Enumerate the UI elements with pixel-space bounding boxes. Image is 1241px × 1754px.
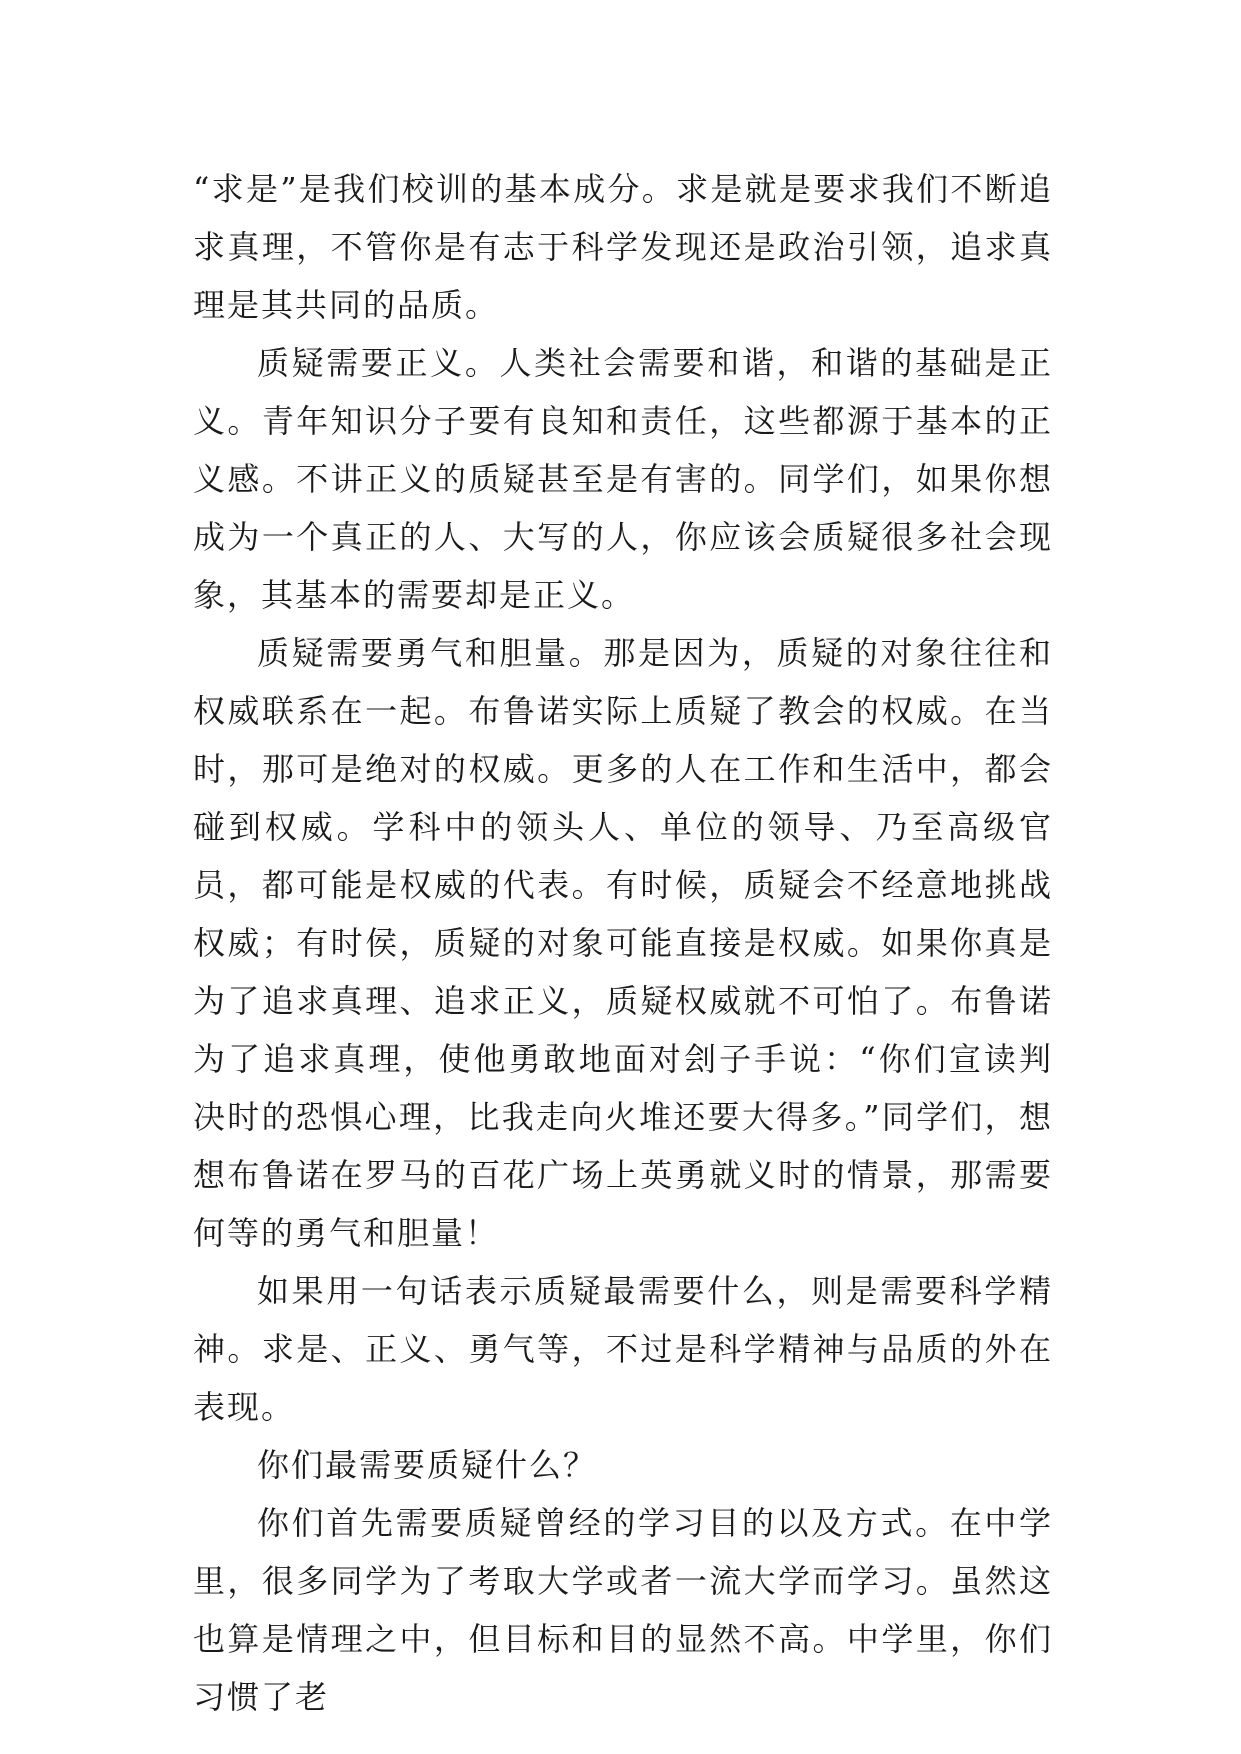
- paragraph-qiushi: “求是”是我们校训的基本成分。求是就是要求我们不断追求真理，不管你是有志于科学发现还是政治引领，追求真理是其共同的品质。: [193, 170, 1053, 324]
- paragraph-study-purpose: 你们首先需要质疑曾经的学习目的以及方式。在中学里，很多同学为了考取大学或者一流大学而学习。虽然这也算是情理之中，但目标和目的显然不高。中学里，你们习惯了老: [193, 1504, 1053, 1716]
- paragraph-question: 你们最需要质疑什么？: [257, 1446, 598, 1484]
- document-body: [193, 160, 1053, 1726]
- paragraph-justice: 质疑需要正义。人类社会需要和谐，和谐的基础是正义。青年知识分子要有良知和责任，这些都源于基本的正义感。不讲正义的质疑甚至是有害的。同学们，如果你想成为一个真正的人、大写的人，你应该会质疑很多社会现象，其基本的需要却是正义。: [193, 344, 1053, 614]
- paragraph-courage: 质疑需要勇气和胆量。那是因为，质疑的对象往往和权威联系在一起。布鲁诺实际上质疑了教会的权威。在当时，那可是绝对的权威。更多的人在工作和生活中，都会碰到权威。学科中的领头人、单位的领导、乃至高级官员，都可能是权威的代表。有时候，质疑会不经意地挑战权威；有时侯，质疑的对象可能直接是权威。如果你真是为了追求真理、追求正义，质疑权威就不可怕了。布鲁诺为了追求真理，使他勇敢地面对刽子手说：“你们宣读判决时的恐惧心理，比我走向火堆还要大得多。”同学们，想想布鲁诺在罗马的百花广场上英勇就义时的情景，那需要何等的勇气和胆量！: [193, 634, 1053, 1252]
- paragraph-scientific-spirit: 如果用一句话表示质疑最需要什么，则是需要科学精神。求是、正义、勇气等，不过是科学精神与品质的外在表现。: [193, 1272, 1053, 1426]
